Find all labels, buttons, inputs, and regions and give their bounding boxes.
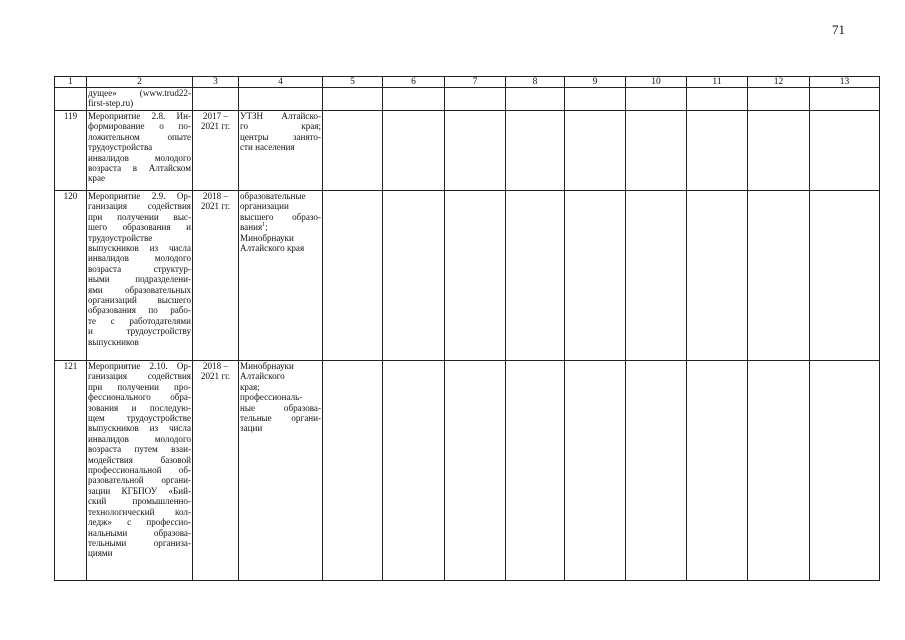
empty-cell-col-12: [748, 361, 810, 581]
text-line: 2017 –: [202, 111, 228, 121]
text-line: ные образова-: [240, 402, 321, 413]
text-line: трудоустройства: [88, 142, 153, 153]
empty-cell-col-11: [687, 111, 748, 191]
text-line: модействия базовой: [88, 454, 191, 465]
column-header-10: 10: [626, 77, 687, 88]
empty-cell-col-8: [506, 191, 565, 361]
text-line: крае: [88, 173, 106, 184]
text-line: образовательные: [240, 191, 306, 201]
text-line: выпускников из числа: [88, 243, 191, 254]
text-line: вания$^1$;: [240, 222, 268, 233]
empty-cell-col-12: [748, 88, 810, 111]
text-line: разовательной органи-: [88, 475, 191, 486]
text-line: 2018 –: [202, 191, 228, 201]
measure-name: [87, 111, 193, 191]
empty-cell-col-7: [445, 111, 506, 191]
empty-cell-col-10: [626, 191, 687, 361]
text-line: ганизация содействия: [88, 371, 191, 382]
text-line: 2021 гг.: [200, 121, 231, 132]
column-header-9: 9: [565, 77, 626, 88]
empty-cell-col-9: [565, 111, 626, 191]
text-line: края;: [240, 381, 260, 392]
empty-cell-col-10: [626, 361, 687, 581]
responsible-executors: [239, 191, 323, 361]
text-line: Минобрнауки: [240, 232, 294, 243]
empty-cell-col-6: [383, 111, 445, 191]
text-line: центры занято-: [240, 131, 321, 142]
header-row: [55, 77, 880, 88]
text-line: возраста в Алтайском: [88, 163, 191, 174]
empty-cell-col-12: [748, 191, 810, 361]
text-line: циями: [88, 548, 113, 559]
table-row: [55, 361, 880, 581]
text-line: ледж» с профессио-: [88, 517, 191, 528]
text-line: тельные органи-: [240, 413, 321, 424]
text-line: 2021 гг.: [200, 371, 231, 382]
implementation-period: [193, 191, 239, 361]
measures-table: [54, 76, 880, 581]
text-line: Минобрнауки: [240, 361, 294, 371]
empty-cell-col-8: [506, 88, 565, 111]
measure-name: [87, 88, 193, 111]
text-line: при получении выс-: [88, 211, 191, 222]
text-line: технологический кол-: [88, 506, 191, 517]
text-line: ганизация содействия: [88, 201, 191, 212]
text-line: инвалидов молодого: [88, 433, 191, 444]
text-line: организаций высшего: [88, 295, 191, 306]
text-line: трудоустройстве: [88, 232, 153, 243]
empty-cell-col-13: [810, 111, 880, 191]
row-number: 121: [55, 361, 87, 581]
empty-cell-col-5: [323, 88, 383, 111]
column-header-2: 2: [87, 77, 193, 88]
empty-cell-col-11: [687, 191, 748, 361]
empty-cell-col-9: [565, 361, 626, 581]
table-row: [55, 191, 880, 361]
text-line: организации: [240, 201, 289, 212]
row-number: [55, 88, 87, 111]
text-line: Алтайского края: [240, 243, 305, 254]
text-line: зации КГБПОУ «Бий-: [88, 485, 191, 496]
text-line: профессиональ-: [240, 392, 303, 403]
empty-cell-col-11: [687, 361, 748, 581]
text-line: и трудоустройству: [88, 326, 191, 337]
implementation-period: [193, 111, 239, 191]
text-line: ложительном опыте: [88, 131, 191, 142]
footnote-marker: 1: [262, 222, 266, 229]
text-line: сти населения: [240, 142, 295, 153]
empty-cell-col-7: [445, 191, 506, 361]
column-header-4: 4: [239, 77, 323, 88]
column-header-6: 6: [383, 77, 445, 88]
text-line: выпускников из числа: [88, 423, 191, 434]
empty-cell-col-10: [626, 88, 687, 111]
text-line: дущее» (www.trud22-: [88, 88, 191, 98]
text-line: нальными образова-: [88, 527, 191, 538]
responsible-executors: [239, 88, 323, 111]
empty-cell-col-7: [445, 88, 506, 111]
row-number: 120: [55, 191, 87, 361]
text-line: ями образовательных: [88, 284, 191, 295]
empty-cell-col-8: [506, 111, 565, 191]
text-line: инвалидов молодого: [88, 253, 191, 264]
text-line: щем трудоустройстве: [88, 413, 191, 424]
text-line: 2018 –: [202, 361, 228, 371]
empty-cell-col-5: [323, 361, 383, 581]
measure-name: [87, 361, 193, 581]
text-line: тельными организа-: [88, 537, 191, 548]
empty-cell-col-9: [565, 88, 626, 111]
implementation-period: [193, 88, 239, 111]
text-line: возраста путем взаи-: [88, 444, 191, 455]
text-line: при получении про-: [88, 381, 191, 392]
column-header-5: 5: [323, 77, 383, 88]
table-body: [55, 88, 880, 581]
text-line: образования по рабо-: [88, 305, 191, 316]
column-header-11: 11: [687, 77, 748, 88]
empty-cell-col-7: [445, 361, 506, 581]
text-line: Мероприятие 2.10. Ор-: [88, 361, 191, 371]
text-line: зования и последую-: [88, 402, 191, 413]
text-line: формирование о по-: [88, 121, 191, 132]
text-line: УТЗН Алтайско-: [240, 111, 321, 121]
text-line: высшего образо-: [240, 211, 321, 222]
text-line: 2021 гг.: [200, 201, 231, 212]
empty-cell-col-6: [383, 191, 445, 361]
empty-cell-col-12: [748, 111, 810, 191]
text-line: шего образования и: [88, 222, 191, 233]
punctuation: ;: [265, 222, 268, 233]
empty-cell-col-11: [687, 88, 748, 111]
column-header-12: 12: [748, 77, 810, 88]
page-number: 71: [832, 22, 845, 37]
text-line: Мероприятие 2.9. Ор-: [88, 191, 191, 201]
column-header-8: 8: [506, 77, 565, 88]
column-header-13: 13: [810, 77, 880, 88]
responsible-executors: [239, 111, 323, 191]
text-line: Алтайского: [240, 371, 285, 382]
empty-cell-col-13: [810, 191, 880, 361]
text-line: фессионального обра-: [88, 392, 191, 403]
responsible-executors: [239, 361, 323, 581]
empty-cell-col-6: [383, 361, 445, 581]
text-line: Мероприятие 2.8. Ин-: [88, 111, 191, 121]
text-line: возраста структур-: [88, 263, 191, 274]
text-line: ными подразделени-: [88, 274, 191, 285]
empty-cell-col-8: [506, 361, 565, 581]
text-line: выпускников: [88, 336, 139, 347]
empty-cell-col-13: [810, 361, 880, 581]
text-line: профессиональной об-: [88, 465, 191, 476]
implementation-period: [193, 361, 239, 581]
empty-cell-col-6: [383, 88, 445, 111]
measure-name: [87, 191, 193, 361]
text-line: те с работодателями: [88, 315, 191, 326]
table-row: [55, 88, 880, 111]
text-line: го края;: [240, 121, 321, 132]
empty-cell-col-13: [810, 88, 880, 111]
text-line: first-step.ru): [88, 98, 134, 109]
empty-cell-col-5: [323, 111, 383, 191]
table-row: [55, 111, 880, 191]
column-header-1: 1: [55, 77, 87, 88]
empty-cell-col-9: [565, 191, 626, 361]
text-line: инвалидов молодого: [88, 152, 191, 163]
text-line: зации: [240, 423, 263, 434]
text-line: ский промышленно-: [88, 496, 191, 507]
empty-cell-col-10: [626, 111, 687, 191]
column-header-7: 7: [445, 77, 506, 88]
column-header-3: 3: [193, 77, 239, 88]
empty-cell-col-5: [323, 191, 383, 361]
row-number: 119: [55, 111, 87, 191]
